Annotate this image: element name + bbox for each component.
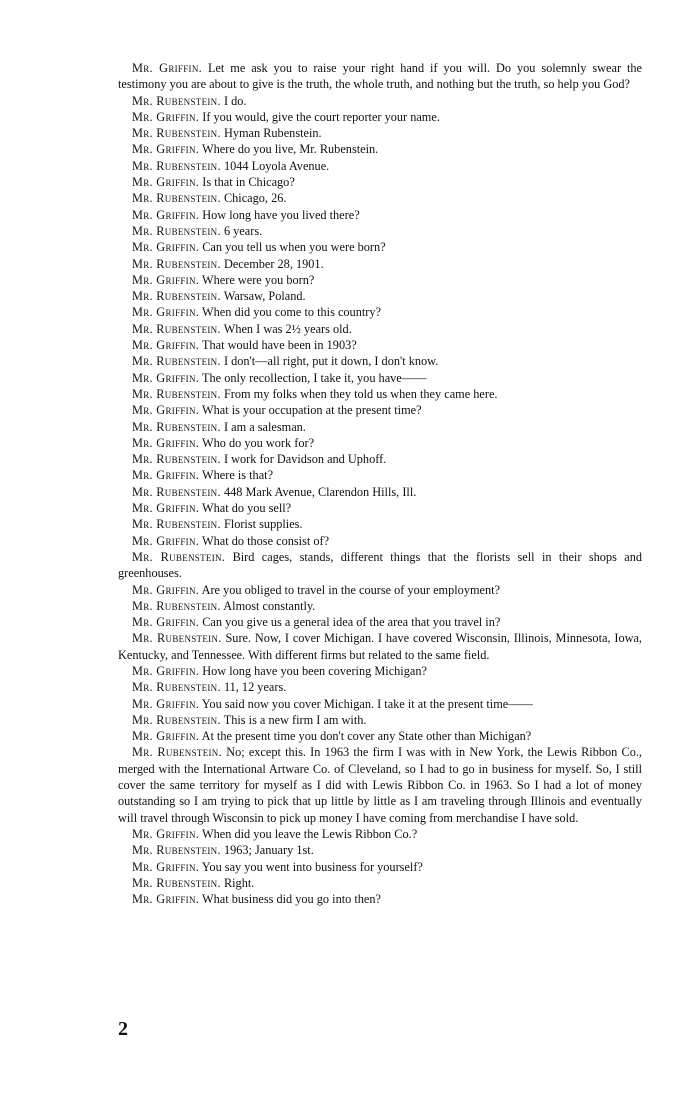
testimony-paragraph [118,288,642,304]
testimony-paragraph [118,712,642,728]
testimony-paragraph [118,321,642,337]
speaker-name: Mr. Rubenstein. [132,484,221,499]
speaker-name: Mr. Rubenstein. [132,598,221,613]
testimony-text: Bird cages, stands, different things that the florists sell in their shops and greenhouses. [118,549,642,581]
speaker-name: Mr. Griffin. [132,207,200,222]
testimony-paragraph [118,256,642,272]
testimony-paragraph [118,582,642,598]
testimony-paragraph [118,859,642,875]
speaker-name: Mr. Rubenstein. [132,549,226,564]
testimony-text: Right. [223,875,255,890]
testimony-text: When I was 2½ years old. [223,321,352,336]
testimony-text: I work for Davidson and Uphoff. [223,452,387,467]
testimony-paragraph [118,663,642,679]
testimony-text: What is your occupation at the present time? [202,403,422,418]
testimony-paragraph [118,533,642,549]
testimony-text: Can you tell us when you were born? [202,240,386,255]
testimony-text: 448 Mark Avenue, Clarendon Hills, Ill. [223,484,417,499]
testimony-text: 1044 Loyola Avenue. [223,158,330,173]
testimony-paragraph [118,190,642,206]
testimony-paragraph [118,826,642,842]
speaker-name: Mr. Griffin. [132,696,200,711]
page-number: 2 [118,1018,128,1040]
speaker-name: Mr. Griffin. [132,370,200,385]
testimony-paragraph [118,500,642,516]
speaker-name: Mr. Griffin. [132,109,200,124]
testimony-text: I don't—all right, put it down, I don't know. [223,354,439,369]
testimony-paragraph [118,174,642,190]
testimony-text: That would have been in 1903? [202,338,357,353]
testimony-paragraph [118,549,642,582]
testimony-paragraph [118,419,642,435]
testimony-text: Can you give us a general idea of the area that you travel in? [202,615,501,630]
speaker-name: Mr. Rubenstein. [132,452,221,467]
speaker-name: Mr. Griffin. [132,533,200,548]
speaker-name: Mr. Griffin. [132,305,200,320]
speaker-name: Mr. Griffin. [132,240,200,255]
testimony-paragraph [118,353,642,369]
testimony-paragraph [118,435,642,451]
speaker-name: Mr. Griffin. [132,859,200,874]
testimony-text: 6 years. [223,223,263,238]
testimony-paragraph [118,891,642,907]
testimony-text: Let me ask you to raise your right hand if you will. Do you solemnly swear the testimony you are about to give is the truth, the whole truth, and nothing but the truth, so help you God? [118,61,642,92]
testimony-paragraph [118,728,642,744]
speaker-name: Mr. Griffin. [132,272,200,287]
testimony-paragraph [118,304,642,320]
speaker-name: Mr. Rubenstein. [132,631,222,646]
speaker-name: Mr. Griffin. [132,338,200,353]
speaker-name: Mr. Rubenstein. [132,93,221,108]
testimony-text: The only recollection, I take it, you have—— [202,370,427,385]
speaker-name: Mr. Griffin. [132,826,200,841]
testimony-paragraph [118,614,642,630]
speaker-name: Mr. Rubenstein. [132,191,221,206]
testimony-paragraph [118,516,642,532]
testimony-paragraph [118,93,642,109]
testimony-text: When did you leave the Lewis Ribbon Co.? [202,826,418,841]
speaker-name: Mr. Griffin. [132,582,200,597]
testimony-paragraph [118,842,642,858]
speaker-name: Mr. Rubenstein. [132,419,221,434]
speaker-name: Mr. Griffin. [132,175,200,190]
testimony-paragraph [118,125,642,141]
testimony-text: Almost constantly. [223,598,316,613]
testimony-text: How long have you been covering Michigan? [202,663,427,678]
speaker-name: Mr. Rubenstein. [132,289,221,304]
speaker-name: Mr. Rubenstein. [132,712,221,727]
speaker-name: Mr. Griffin. [132,892,200,907]
speaker-name: Mr. Griffin. [132,501,200,516]
testimony-paragraph [118,60,642,93]
testimony-paragraph [118,598,642,614]
speaker-name: Mr. Rubenstein. [132,386,221,401]
speaker-name: Mr. Rubenstein. [132,256,221,271]
speaker-name: Mr. Griffin. [132,663,200,678]
testimony-text: Who do you work for? [202,435,315,450]
testimony-paragraph [118,223,642,239]
testimony-text: What do you sell? [202,501,292,516]
testimony-text: Is that in Chicago? [202,175,295,190]
testimony-paragraph [118,744,642,825]
speaker-name: Mr. Rubenstein. [132,321,221,336]
testimony-paragraph [118,386,642,402]
testimony-text: At the present time you don't cover any State other than Michigan? [201,729,532,744]
testimony-text: Sure. Now, I cover Michigan. I have covered Wisconsin, Illinois, Minnesota, Iowa, Kentucky, and Tennessee. With different firms but related to the same field. [118,631,643,662]
speaker-name: Mr. Griffin. [132,142,200,157]
testimony-text: Are you obliged to travel in the course of your employment? [201,582,501,597]
testimony-paragraph [118,875,642,891]
testimony-text: I do. [223,93,247,108]
speaker-name: Mr. Griffin. [132,468,200,483]
testimony-paragraph [118,239,642,255]
testimony-paragraph [118,679,642,695]
speaker-name: Mr. Rubenstein. [132,843,221,858]
testimony-text: This is a new firm I am with. [223,712,367,727]
speaker-name: Mr. Rubenstein. [132,354,221,369]
testimony-text: Where do you live, Mr. Rubenstein. [202,142,379,157]
testimony-text: What do those consist of? [202,533,330,548]
testimony-text: If you would, give the court reporter your name. [202,109,440,124]
testimony-paragraph [118,696,642,712]
testimony-text: Florist supplies. [223,517,303,532]
testimony-text: Where were you born? [202,272,315,287]
testimony-text: 1963; January 1st. [223,843,314,858]
speaker-name: Mr. Rubenstein. [132,126,221,141]
testimony-paragraph [118,141,642,157]
speaker-name: Mr. Rubenstein. [132,875,221,890]
testimony-paragraph [118,467,642,483]
speaker-name: Mr. Rubenstein. [132,223,221,238]
testimony-text: Warsaw, Poland. [223,289,306,304]
testimony-text: 11, 12 years. [223,680,287,695]
testimony-text: Where is that? [202,468,274,483]
testimony-paragraph [118,370,642,386]
testimony-paragraph [118,484,642,500]
testimony-paragraph [118,272,642,288]
testimony-text: December 28, 1901. [223,256,324,271]
testimony-paragraph [118,207,642,223]
speaker-name: Mr. Rubenstein. [132,680,221,695]
testimony-paragraph [118,158,642,174]
testimony-text: When did you come to this country? [202,305,381,320]
speaker-name: Mr. Rubenstein. [132,517,221,532]
testimony-text: How long have you lived there? [202,207,360,222]
testimony-text: No; except this. In 1963 the firm I was with in New York, the Lewis Ribbon Co., merged with the International Artware Co. of Cleveland, so I had to go in business for myself. So, I still cover the same territory for myself as I did with Lewis Ribbon Co. in 1963. So I had a lot of money outstanding so I am trying to pick that up little by little as I am traveling through Illinois and eventually will travel through Wisconsin to pick up money I have coming from merchandise I have sold. [118,745,643,825]
testimony-text: You say you went into business for yourself? [201,859,423,874]
speaker-name: Mr. Griffin. [132,729,200,744]
speaker-name: Mr. Griffin. [132,61,203,75]
testimony-text: I am a salesman. [223,419,306,434]
testimony-paragraph [118,337,642,353]
testimony-paragraph [118,402,642,418]
speaker-name: Mr. Griffin. [132,615,200,630]
speaker-name: Mr. Griffin. [132,403,200,418]
speaker-name: Mr. Griffin. [132,435,200,450]
testimony-text: Hyman Rubenstein. [223,126,322,141]
testimony-paragraph [118,451,642,467]
testimony-transcript [118,60,642,907]
speaker-name: Mr. Rubenstein. [132,745,222,760]
testimony-text: You said now you cover Michigan. I take it at the present time—— [201,696,533,711]
testimony-text: Chicago, 26. [223,191,287,206]
testimony-paragraph [118,109,642,125]
testimony-paragraph [118,630,642,663]
testimony-text: From my folks when they told us when they came here. [223,386,498,401]
speaker-name: Mr. Rubenstein. [132,158,221,173]
testimony-text: What business did you go into then? [202,892,381,907]
